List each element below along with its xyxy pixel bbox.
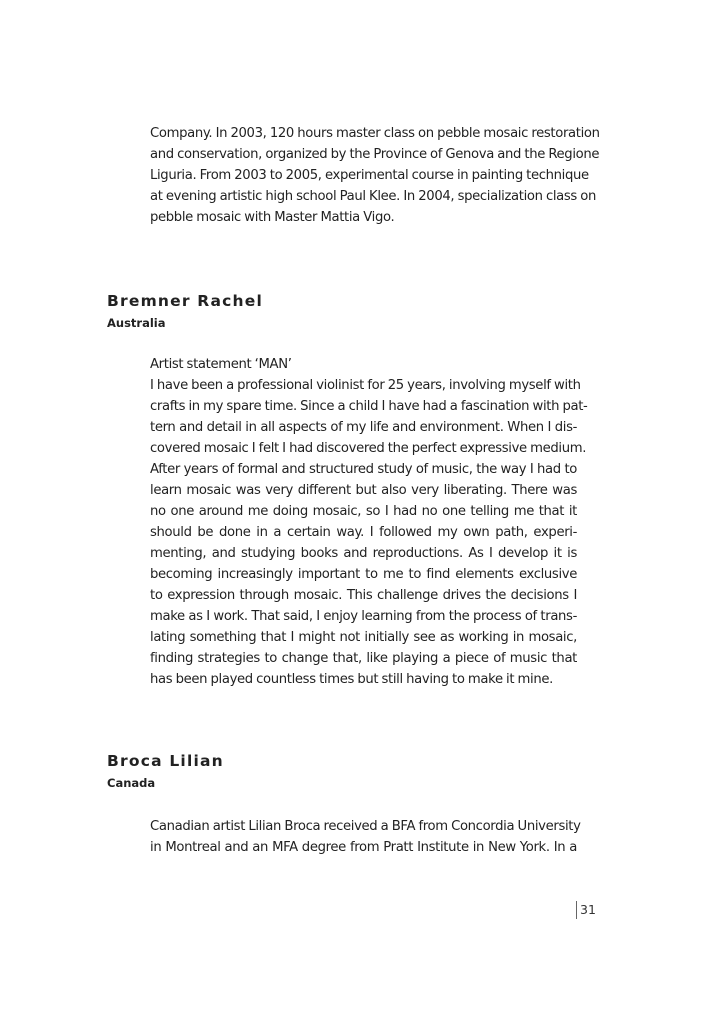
artist-country: Australia [107, 316, 166, 330]
artist-country: Canada [107, 776, 156, 790]
text-line: has been played countless times but still having to make it mine. [150, 672, 553, 687]
text-line: tern and detail in all aspects of my life and environment. When I dis- [150, 420, 577, 435]
text-line: pebble mosaic with Master Mattia Vigo. [150, 210, 395, 225]
artist-bio [150, 816, 581, 858]
text-line: I have been a professional violinist for 25 years, involving myself with [150, 378, 581, 393]
text-line: no one around me doing mosaic, so I had no one telling me that it [150, 504, 577, 519]
text-line: menting, and studying books and reproductions. As I develop it is [150, 546, 577, 561]
text-line: covered mosaic I felt I had discovered the perfect expressive medium. [150, 441, 587, 456]
text-line: crafts in my spare time. Since a child I have had a fascination with pat- [150, 399, 588, 414]
artist-statement [150, 354, 588, 690]
text-line: finding strategies to change that, like playing a piece of music that [150, 651, 577, 666]
text-line: make as I work. That said, I enjoy learning from the process of trans- [150, 609, 577, 624]
page-number: 31 [576, 901, 596, 919]
text-line: Liguria. From 2003 to 2005, experimental course in painting technique [150, 168, 589, 183]
text-line: in Montreal and an MFA degree from Pratt Institute in New York. In a [150, 840, 577, 855]
artist-name: Broca Lilian [107, 752, 224, 770]
text-line: lating something that I might not initially see as working in mosaic, [150, 630, 577, 645]
text-line: Company. In 2003, 120 hours master class on pebble mosaic restoration [150, 126, 600, 141]
statement-title: Artist statement ‘MAN’ [150, 357, 292, 372]
artist-name: Bremner Rachel [107, 292, 263, 310]
text-line: should be done in a certain way. I followed my own path, experi- [150, 525, 577, 540]
text-line: After years of formal and structured study of music, the way I had to [150, 462, 577, 477]
text-line: learn mosaic was very different but also very liberating. There was [150, 483, 577, 498]
text-line: becoming increasingly important to me to find elements exclusive [150, 567, 577, 582]
intro-paragraph [150, 123, 600, 228]
text-line: at evening artistic high school Paul Klee. In 2004, specialization class on [150, 189, 597, 204]
text-line: Canadian artist Lilian Broca received a BFA from Concordia University [150, 819, 581, 834]
text-line: and conservation, organized by the Province of Genova and the Regione [150, 147, 600, 162]
text-line: to expression through mosaic. This challenge drives the decisions I [150, 588, 577, 603]
